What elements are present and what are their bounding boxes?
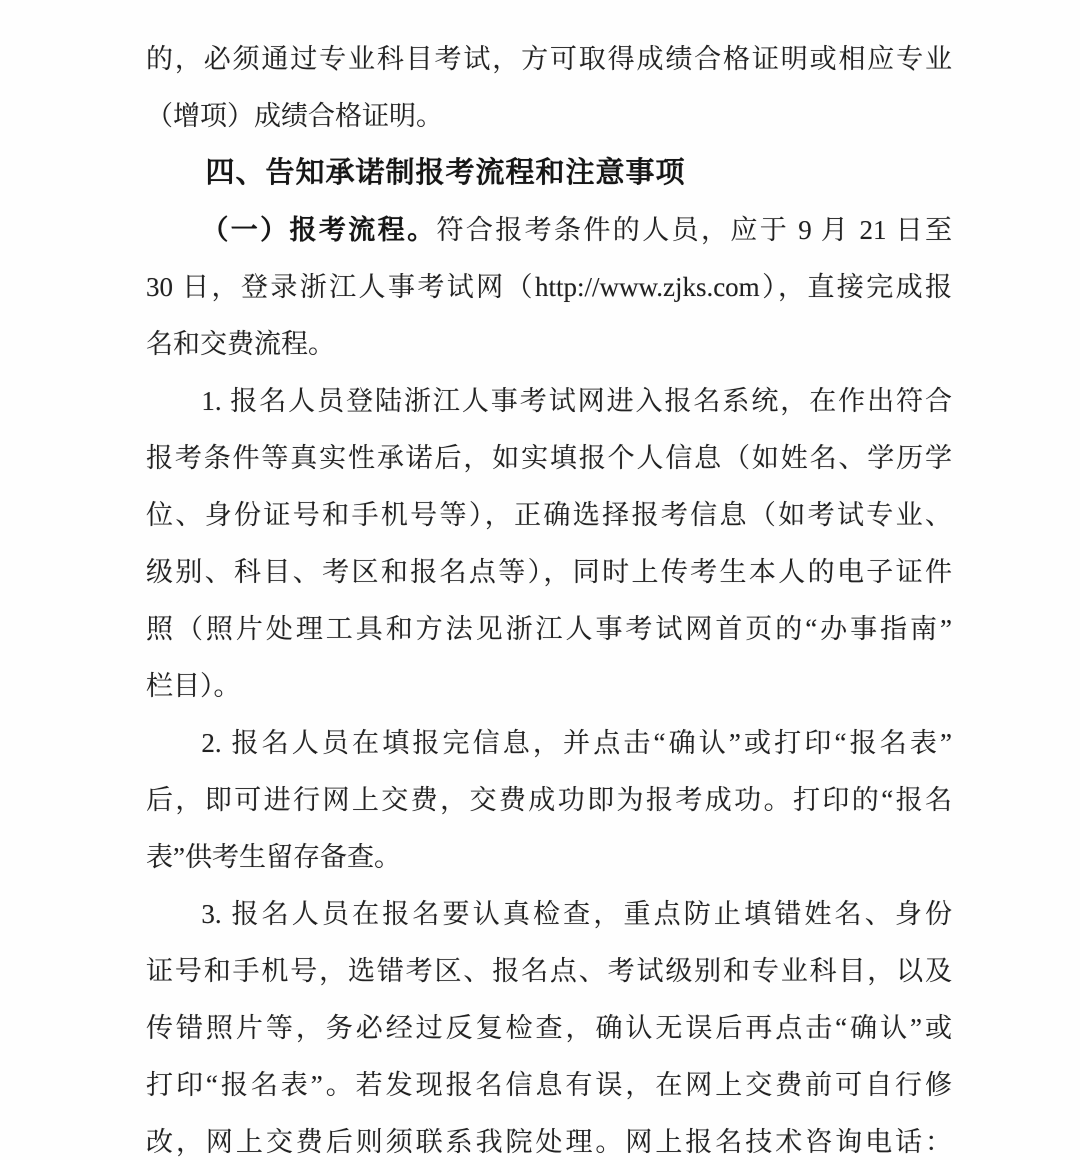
doc-line <box>146 88 952 145</box>
doc-line <box>146 31 952 88</box>
doc-line <box>146 259 952 316</box>
doc-line-text: 3. 报名人员在报名要认真检查，重点防止填错姓名、身份 <box>201 899 952 929</box>
doc-line-text: 的，必须通过专业科目考试，方可取得成绩合格证明或相应专业 <box>146 44 952 74</box>
doc-line <box>146 1114 952 1160</box>
doc-line-text: 打印“报名表”。若发现报名信息有误，在网上交费前可自行修 <box>146 1070 952 1100</box>
doc-line <box>146 772 952 829</box>
doc-line-text: 2. 报名人员在填报完信息，并点击“确认”或打印“报名表” <box>201 728 952 758</box>
doc-line-text: 传错照片等，务必经过反复检查，确认无误后再点击“确认”或 <box>146 1013 952 1043</box>
doc-line <box>146 202 952 259</box>
doc-line <box>146 715 952 772</box>
doc-line <box>146 886 952 943</box>
doc-line-text: 名和交费流程。 <box>146 329 335 359</box>
doc-line-text: （增项）成绩合格证明。 <box>146 101 443 131</box>
doc-line-text: 报考条件等真实性承诺后，如实填报个人信息（如姓名、学历学 <box>146 443 952 473</box>
doc-line <box>146 373 952 430</box>
doc-line <box>146 1057 952 1114</box>
doc-line <box>146 658 952 715</box>
doc-line-text: 30 日，登录浙江人事考试网（http://www.zjks.com），直接完成报 <box>146 272 952 302</box>
section-heading-text: 四、告知承诺制报考流程和注意事项 <box>205 157 686 189</box>
doc-line <box>146 430 952 487</box>
doc-line-text: 级别、科目、考区和报名点等），同时上传考生本人的电子证件 <box>146 557 952 587</box>
doc-line <box>146 829 952 886</box>
document-text-block <box>146 31 952 1160</box>
doc-line <box>146 544 952 601</box>
doc-line <box>146 943 952 1000</box>
doc-line-text: 照（照片处理工具和方法见浙江人事考试网首页的“办事指南” <box>146 614 952 644</box>
doc-line <box>146 601 952 658</box>
doc-line-text: 符合报考条件的人员，应于 9 月 21 日至 <box>436 215 952 245</box>
doc-line-text: 后，即可进行网上交费，交费成功即为报考成功。打印的“报名 <box>146 785 952 815</box>
doc-line-text: 1. 报名人员登陆浙江人事考试网进入报名系统，在作出符合 <box>201 386 952 416</box>
doc-line-text: 位、身份证号和手机号等），正确选择报考信息（如考试专业、 <box>146 500 952 530</box>
doc-line <box>146 1000 952 1057</box>
section-heading <box>146 145 952 202</box>
doc-line-text: 表”供考生留存备查。 <box>146 842 401 872</box>
doc-line-text: 改，网上交费后则须联系我院处理。网上报名技术咨询电话： <box>146 1127 952 1157</box>
doc-line <box>146 487 952 544</box>
doc-line <box>146 316 952 373</box>
doc-line-text: 栏目）。 <box>146 671 241 701</box>
doc-line-text: 证号和手机号，选错考区、报名点、考试级别和专业科目，以及 <box>146 956 952 986</box>
doc-line-bold-text: （一）报考流程。 <box>201 215 437 245</box>
